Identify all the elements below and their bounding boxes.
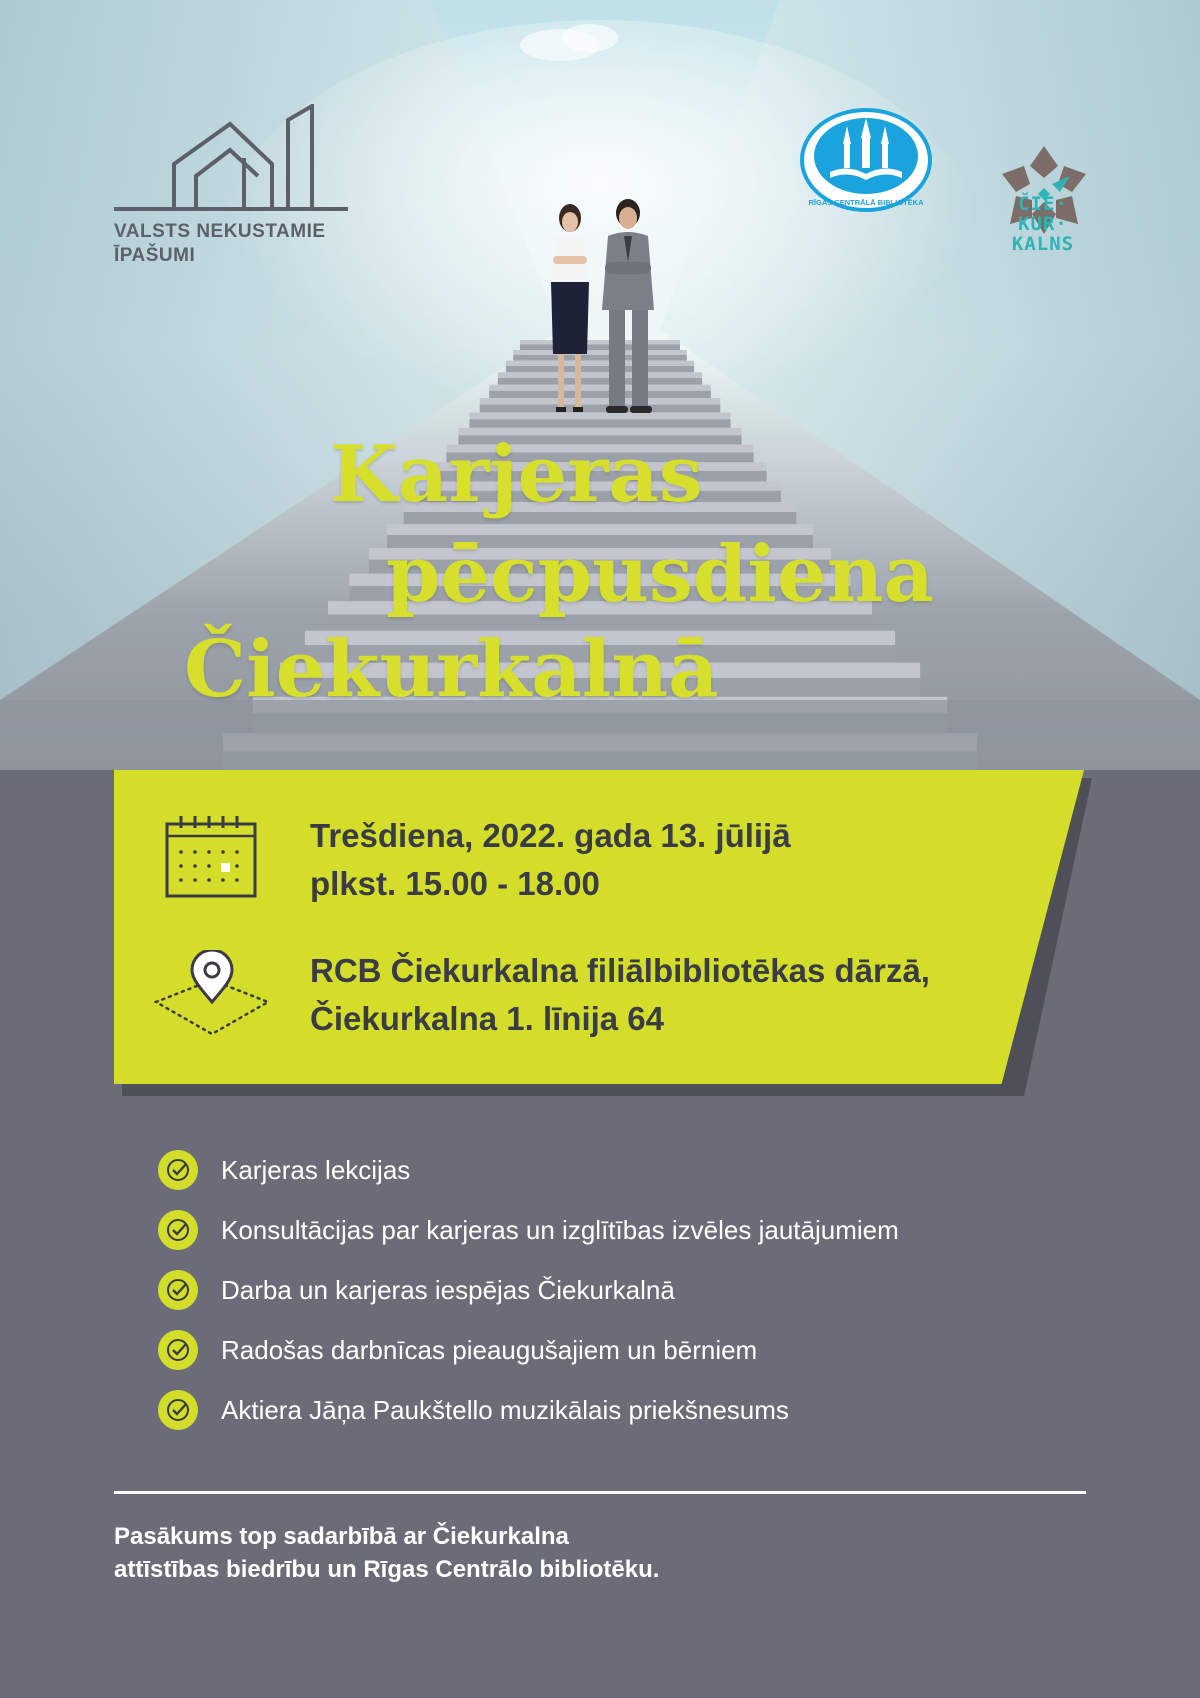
ck-logo-line1: ČIE· (1018, 193, 1068, 215)
ck-logo-line2: KUR· (1018, 213, 1068, 235)
list-item-text: Konsultācijas par karjeras un izglītības izvēles jautājumiem (221, 1214, 899, 1245)
list-item (158, 1140, 1058, 1200)
vni-logo-line1: VALSTS NEKUSTAMIE (114, 221, 326, 242)
footer-line-1: Pasākums top sadarbībā ar Čiekurkalna (114, 1523, 569, 1550)
list-item (158, 1260, 1058, 1320)
location-pin-icon (154, 950, 270, 1036)
event-time: plkst. 15.00 - 18.00 (310, 865, 600, 902)
check-circle-icon (158, 1330, 198, 1370)
title-line-3: Čiekurkalnā (184, 624, 719, 715)
calendar-icon (164, 814, 260, 900)
divider (114, 1491, 1086, 1494)
program-list (158, 1140, 1058, 1440)
ck-logo-line3: KALNS (1011, 233, 1075, 255)
vni-logo-line2: ĪPAŠUMI (114, 245, 196, 266)
list-item-text: Aktiera Jāņa Paukštello muzikālais priekšnesums (221, 1394, 789, 1425)
rcb-logo-icon (800, 108, 932, 212)
list-item-text: Karjeras lekcijas (221, 1154, 411, 1185)
event-place-line-2: Čiekurkalna 1. līnija 64 (310, 1000, 665, 1037)
list-item (158, 1380, 1058, 1440)
check-circle-icon (158, 1150, 198, 1190)
rcb-logo-text: RĪGAS CENTRĀLĀ BIBLIOTĒKA (808, 198, 924, 207)
list-item (158, 1200, 1058, 1260)
ciekurkalns-logo-text (998, 194, 1088, 254)
vni-logo-text (114, 220, 326, 268)
check-circle-icon (158, 1390, 198, 1430)
check-circle-icon (158, 1270, 198, 1310)
list-item (158, 1320, 1058, 1380)
footer-note (114, 1520, 659, 1586)
check-circle-icon (158, 1210, 198, 1250)
footer-line-2: attīstības biedrību un Rīgas Centrālo bibliotēku. (114, 1556, 660, 1583)
list-item-text: Darba un karjeras iespējas Čiekurkalnā (221, 1274, 675, 1305)
title-line-2: pēcpusdiena (386, 529, 934, 620)
event-date: Trešdiena, 2022. gada 13. jūlijā (310, 817, 791, 854)
title-line-1: Karjeras (330, 429, 703, 520)
event-place-line-1: RCB Čiekurkalna filiālbibliotēkas dārzā, (310, 952, 930, 989)
list-item-text: Radošas darbnīcas pieaugušajiem un bērniem (221, 1334, 758, 1365)
